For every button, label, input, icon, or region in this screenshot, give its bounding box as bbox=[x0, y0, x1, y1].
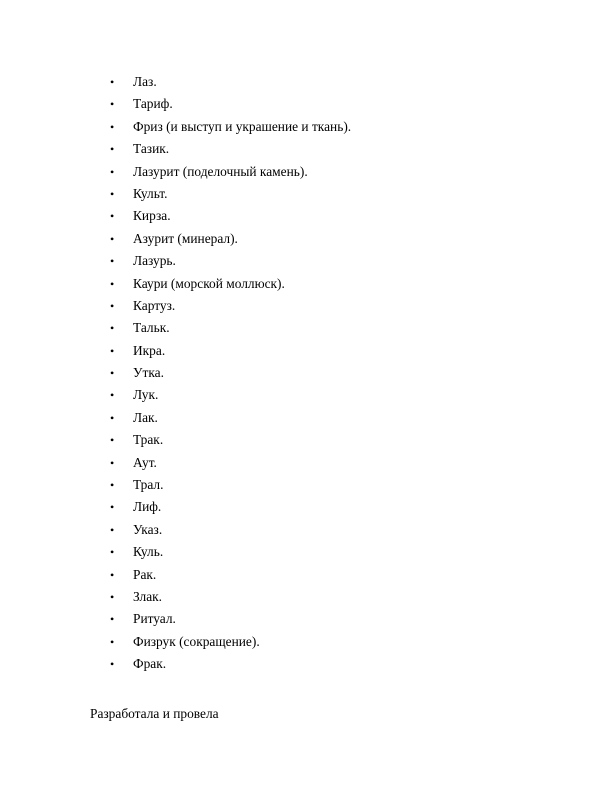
bullet-icon: • bbox=[110, 298, 115, 313]
list-item-text: Картуз. bbox=[133, 297, 176, 313]
footer-text: Разработала и провела bbox=[90, 706, 219, 721]
bullet-icon: • bbox=[110, 455, 115, 470]
list-item-text: Аут. bbox=[133, 454, 157, 470]
bullet-icon: • bbox=[110, 366, 115, 381]
bullet-icon: • bbox=[110, 410, 115, 425]
bullet-icon: • bbox=[110, 119, 115, 134]
bullet-icon: • bbox=[110, 478, 115, 493]
bullet-icon: • bbox=[110, 343, 115, 358]
bullet-icon: • bbox=[110, 589, 115, 604]
bullet-icon: • bbox=[110, 500, 115, 515]
list-item-text: Азурит (минерал). bbox=[133, 230, 238, 246]
list-item-text: Каури (морской моллюск). bbox=[133, 275, 285, 291]
bullet-icon: • bbox=[110, 75, 115, 89]
list-item-text: Утка. bbox=[133, 365, 164, 381]
bullet-icon: • bbox=[110, 522, 115, 537]
list-item-text: Лазурит (поделочный камень). bbox=[133, 163, 308, 179]
bullet-icon: • bbox=[110, 142, 115, 157]
bullet-icon: • bbox=[110, 97, 115, 112]
bullet-icon: • bbox=[110, 433, 115, 448]
list-item-text: Тариф. bbox=[133, 96, 173, 112]
list-item-text: Злак. bbox=[133, 588, 163, 604]
bullet-icon: • bbox=[110, 545, 115, 560]
list-item-text: Лак. bbox=[133, 409, 158, 425]
list-item-text: Лиф. bbox=[133, 499, 162, 515]
list-item-text: Трак. bbox=[133, 432, 164, 448]
bullet-icon: • bbox=[110, 231, 115, 246]
bullet-icon: • bbox=[110, 254, 115, 269]
list-item-text: Лук. bbox=[133, 387, 159, 403]
list-item-text: Рак. bbox=[133, 566, 157, 582]
list-item-text: Тазик. bbox=[133, 141, 170, 157]
bullet-icon: • bbox=[110, 612, 115, 627]
bullet-icon: • bbox=[110, 388, 115, 403]
list-item-text: Куль. bbox=[133, 544, 164, 560]
bullet-icon: • bbox=[110, 164, 115, 179]
list-item-text: Ритуал. bbox=[133, 611, 176, 627]
list-item-text: Фрак. bbox=[133, 656, 167, 672]
bullet-icon: • bbox=[110, 567, 115, 582]
list-item-text: Кирза. bbox=[133, 208, 171, 224]
list-item-text: Тальк. bbox=[133, 320, 170, 336]
list-item-text: Лаз. bbox=[133, 74, 157, 89]
bullet-icon: • bbox=[110, 209, 115, 224]
list-item-text: Трал. bbox=[133, 477, 164, 493]
list-item-text: Лазурь. bbox=[133, 253, 176, 269]
bullet-icon: • bbox=[110, 657, 115, 672]
list-item-text: Физрук (сокращение). bbox=[133, 633, 260, 649]
list-item-text: Культ. bbox=[133, 185, 168, 201]
bullet-icon: • bbox=[110, 634, 115, 649]
list-item-text: Указ. bbox=[133, 521, 163, 537]
bullet-icon: • bbox=[110, 321, 115, 336]
bullet-icon: • bbox=[110, 186, 115, 201]
list-item-text: Фриз (и выступ и украшение и ткань). bbox=[133, 118, 352, 134]
list-item-text: Икра. bbox=[133, 342, 166, 358]
bullet-icon: • bbox=[110, 276, 115, 291]
